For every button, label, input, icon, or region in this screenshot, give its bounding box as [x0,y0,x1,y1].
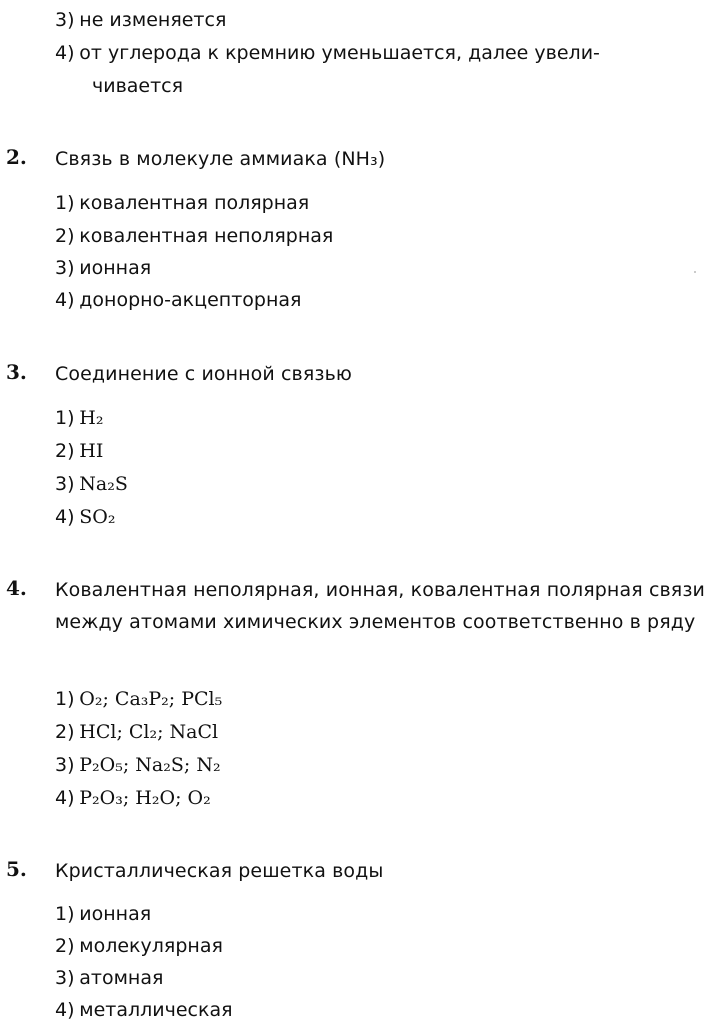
question-number: 2. [6,145,27,169]
option-number: 2) [55,225,75,247]
option-text: не изменяется [79,9,227,31]
option-number: 4) [55,999,75,1021]
option-number: 3) [55,473,75,495]
option-number: 4) [55,787,75,809]
option [55,402,103,434]
option-formula: P₂O₃; H₂O; O₂ [79,787,211,809]
question-text: Соединение с ионной связью [55,363,352,385]
option [55,782,211,814]
option-text: металлическая [79,999,233,1021]
option [55,930,223,962]
option [55,501,115,533]
option-formula: SO₂ [79,506,116,528]
question-text: Связь в молекуле аммиака (NH₃) [55,148,386,170]
option-continuation: чивается [92,75,184,97]
option-text: ионная [79,903,152,925]
option-number: 4) [55,42,75,64]
option [55,4,226,36]
option-formula: P₂O₅; Na₂S; N₂ [79,754,221,776]
option-number: 1) [55,688,75,710]
option-text: молекулярная [79,935,223,957]
option-text: ковалентная полярная [79,192,310,214]
option-formula: H₂ [79,407,104,429]
option [55,468,128,500]
question-text: Кристаллическая решетка воды [55,860,384,882]
option-number: 3) [55,754,75,776]
option-number: 3) [55,967,75,989]
option-number: 3) [55,257,75,279]
option-text: донорно-акцепторная [79,289,302,311]
question-number: 3. [6,360,27,384]
option-number: 4) [55,506,75,528]
option-number: 4) [55,289,75,311]
option-text: от углерода к кремнию уменьшается, далее увели- [79,42,600,64]
option-text: ковалентная неполярная [79,225,334,247]
option [55,435,103,467]
option-formula: HI [79,440,104,462]
option-number: 1) [55,192,75,214]
option [55,252,151,284]
option-formula: HCl; Cl₂; NaCl [79,721,219,743]
option-text: ионная [79,257,152,279]
option [55,284,301,316]
option [55,962,163,994]
option-text: атомная [79,967,164,989]
option-number: 1) [55,407,75,429]
question-number: 5. [6,857,27,881]
option-number: 1) [55,903,75,925]
option-formula: O₂; Ca₃P₂; PCl₅ [79,688,223,710]
question-number: 4. [6,576,27,600]
option [55,37,600,69]
option-number: 2) [55,721,75,743]
question-text: Ковалентная неполярная, ионная, ковалентная полярная связи между атомами химических элементов соответственно в ряду [55,579,705,633]
option-formula: Na₂S [79,473,128,495]
option-number: 2) [55,440,75,462]
option [55,994,233,1026]
scan-speck [694,271,696,273]
option [55,749,221,781]
option [55,898,151,930]
option [55,683,222,715]
option [55,220,333,252]
option-number: 3) [55,9,75,31]
option-number: 2) [55,935,75,957]
option [55,716,218,748]
option [55,187,309,219]
